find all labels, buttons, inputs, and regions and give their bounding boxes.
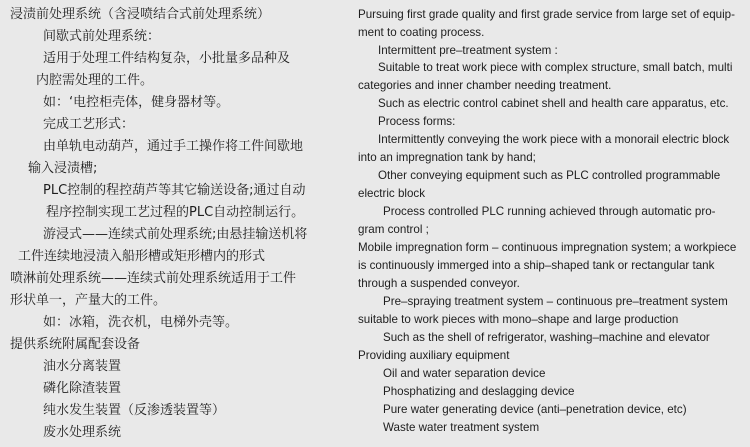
zh-line-single-shape: 形状单一，产量大的工件。 [10,293,167,308]
zh-line-oil-water: 油水分离装置 [43,359,122,374]
en-line-coating-process: ment to coating process. [358,26,485,39]
en-line-mono-shape: suitable to work pieces with mono–shape and large production [358,313,679,326]
en-line-intermittent: Intermittent pre–treatment system : [378,44,558,57]
en-line-categories: categories and inner chamber needing treatment. [358,79,612,92]
en-line-process-forms: Process forms: [378,115,456,128]
en-line-example-cabinet: Such as electric control cabinet shell and health care apparatus, etc. [378,97,729,110]
en-line-auxiliary: Providing auxiliary equipment [358,349,510,362]
zh-line-suitable: 适用于处理工件结构复杂，小批量多品种及 [43,51,291,66]
zh-line-intermittent: 间歇式前处理系统： [43,29,161,44]
en-line-impregnation-tank: into an impregnation tank by hand; [358,151,536,164]
zh-line-heading-immersion: 浸渍前处理系统（含浸喷结合式前处理系统） [10,7,271,22]
zh-line-inner-chamber: 内腔需处理的工件。 [36,73,154,88]
en-line-pre-spraying: Pre–spraying treatment system – continuous pre–treatment system [383,295,728,308]
zh-line-mobile-immersion: 游浸式——连续式前处理系统;由悬挂输送机将 [43,227,308,242]
zh-line-heading-spray: 喷淋前处理系统——连续式前处理系统适用于工件 [10,271,297,286]
en-line-pure-water: Pure water generating device (anti–penetration device, etc) [383,403,687,416]
en-line-program-control: gram control ; [358,223,429,236]
zh-line-heading-auxiliary: 提供系统附属配套设备 [10,337,141,352]
zh-line-waste-water: 废水处理系统 [43,425,122,440]
en-line-oil-water: Oil and water separation device [383,367,546,380]
zh-line-phosphatizing: 磷化除渣装置 [43,381,122,396]
zh-line-example-fridge: 如：冰箱，洗衣机，电梯外壳等。 [43,315,239,330]
zh-line-pure-water: 纯水发生装置（反渗透装置等） [43,403,226,418]
zh-line-ship-tank: 工件连续地浸渍入船形槽或矩形槽内的形式 [18,249,266,264]
en-line-pursuing: Pursuing first grade quality and first grade service from large set of equip- [358,8,735,21]
zh-line-example-cabinet: 如：‘电控柜壳体，健身器材等。 [43,95,230,110]
en-line-suitable: Suitable to treat work piece with complex structure, small batch, multi [378,61,733,74]
zh-line-plc-auto: 程序控制实现工艺过程的PLC自动控制运行。 [46,205,305,220]
en-line-ship-tank: is continuously immerged into a ship–shaped tank or rectangular tank [358,259,715,272]
en-line-other-conveying: Other conveying equipment such as PLC controlled programmable [378,169,721,182]
zh-line-into-tank: 输入浸渍槽; [28,161,98,176]
zh-line-process-forms: 完成工艺形式： [43,117,135,132]
en-line-monorail: Intermittently conveying the work piece with a monorail electric block [378,133,730,146]
en-line-electric-block: electric block [358,187,426,200]
en-line-example-fridge: Such as the shell of refrigerator, washing–machine and elevator [383,331,710,344]
zh-line-plc-hoist: PLC控制的程控葫芦等其它输送设备;通过自动 [43,183,306,198]
en-line-phosphatizing: Phosphatizing and deslagging device [383,385,575,398]
zh-line-monorail-hoist: 由单轨电动葫芦，通过手工操作将工件间歇地 [43,139,304,154]
en-line-mobile-impregnation: Mobile impregnation form – continuous impregnation system; a workpiece [358,241,737,254]
en-line-suspended-conveyor: through a suspended conveyor. [358,277,520,290]
en-line-waste-water: Waste water treatment system [383,421,540,434]
en-line-plc-running: Process controlled PLC running achieved through automatic pro- [383,205,716,218]
